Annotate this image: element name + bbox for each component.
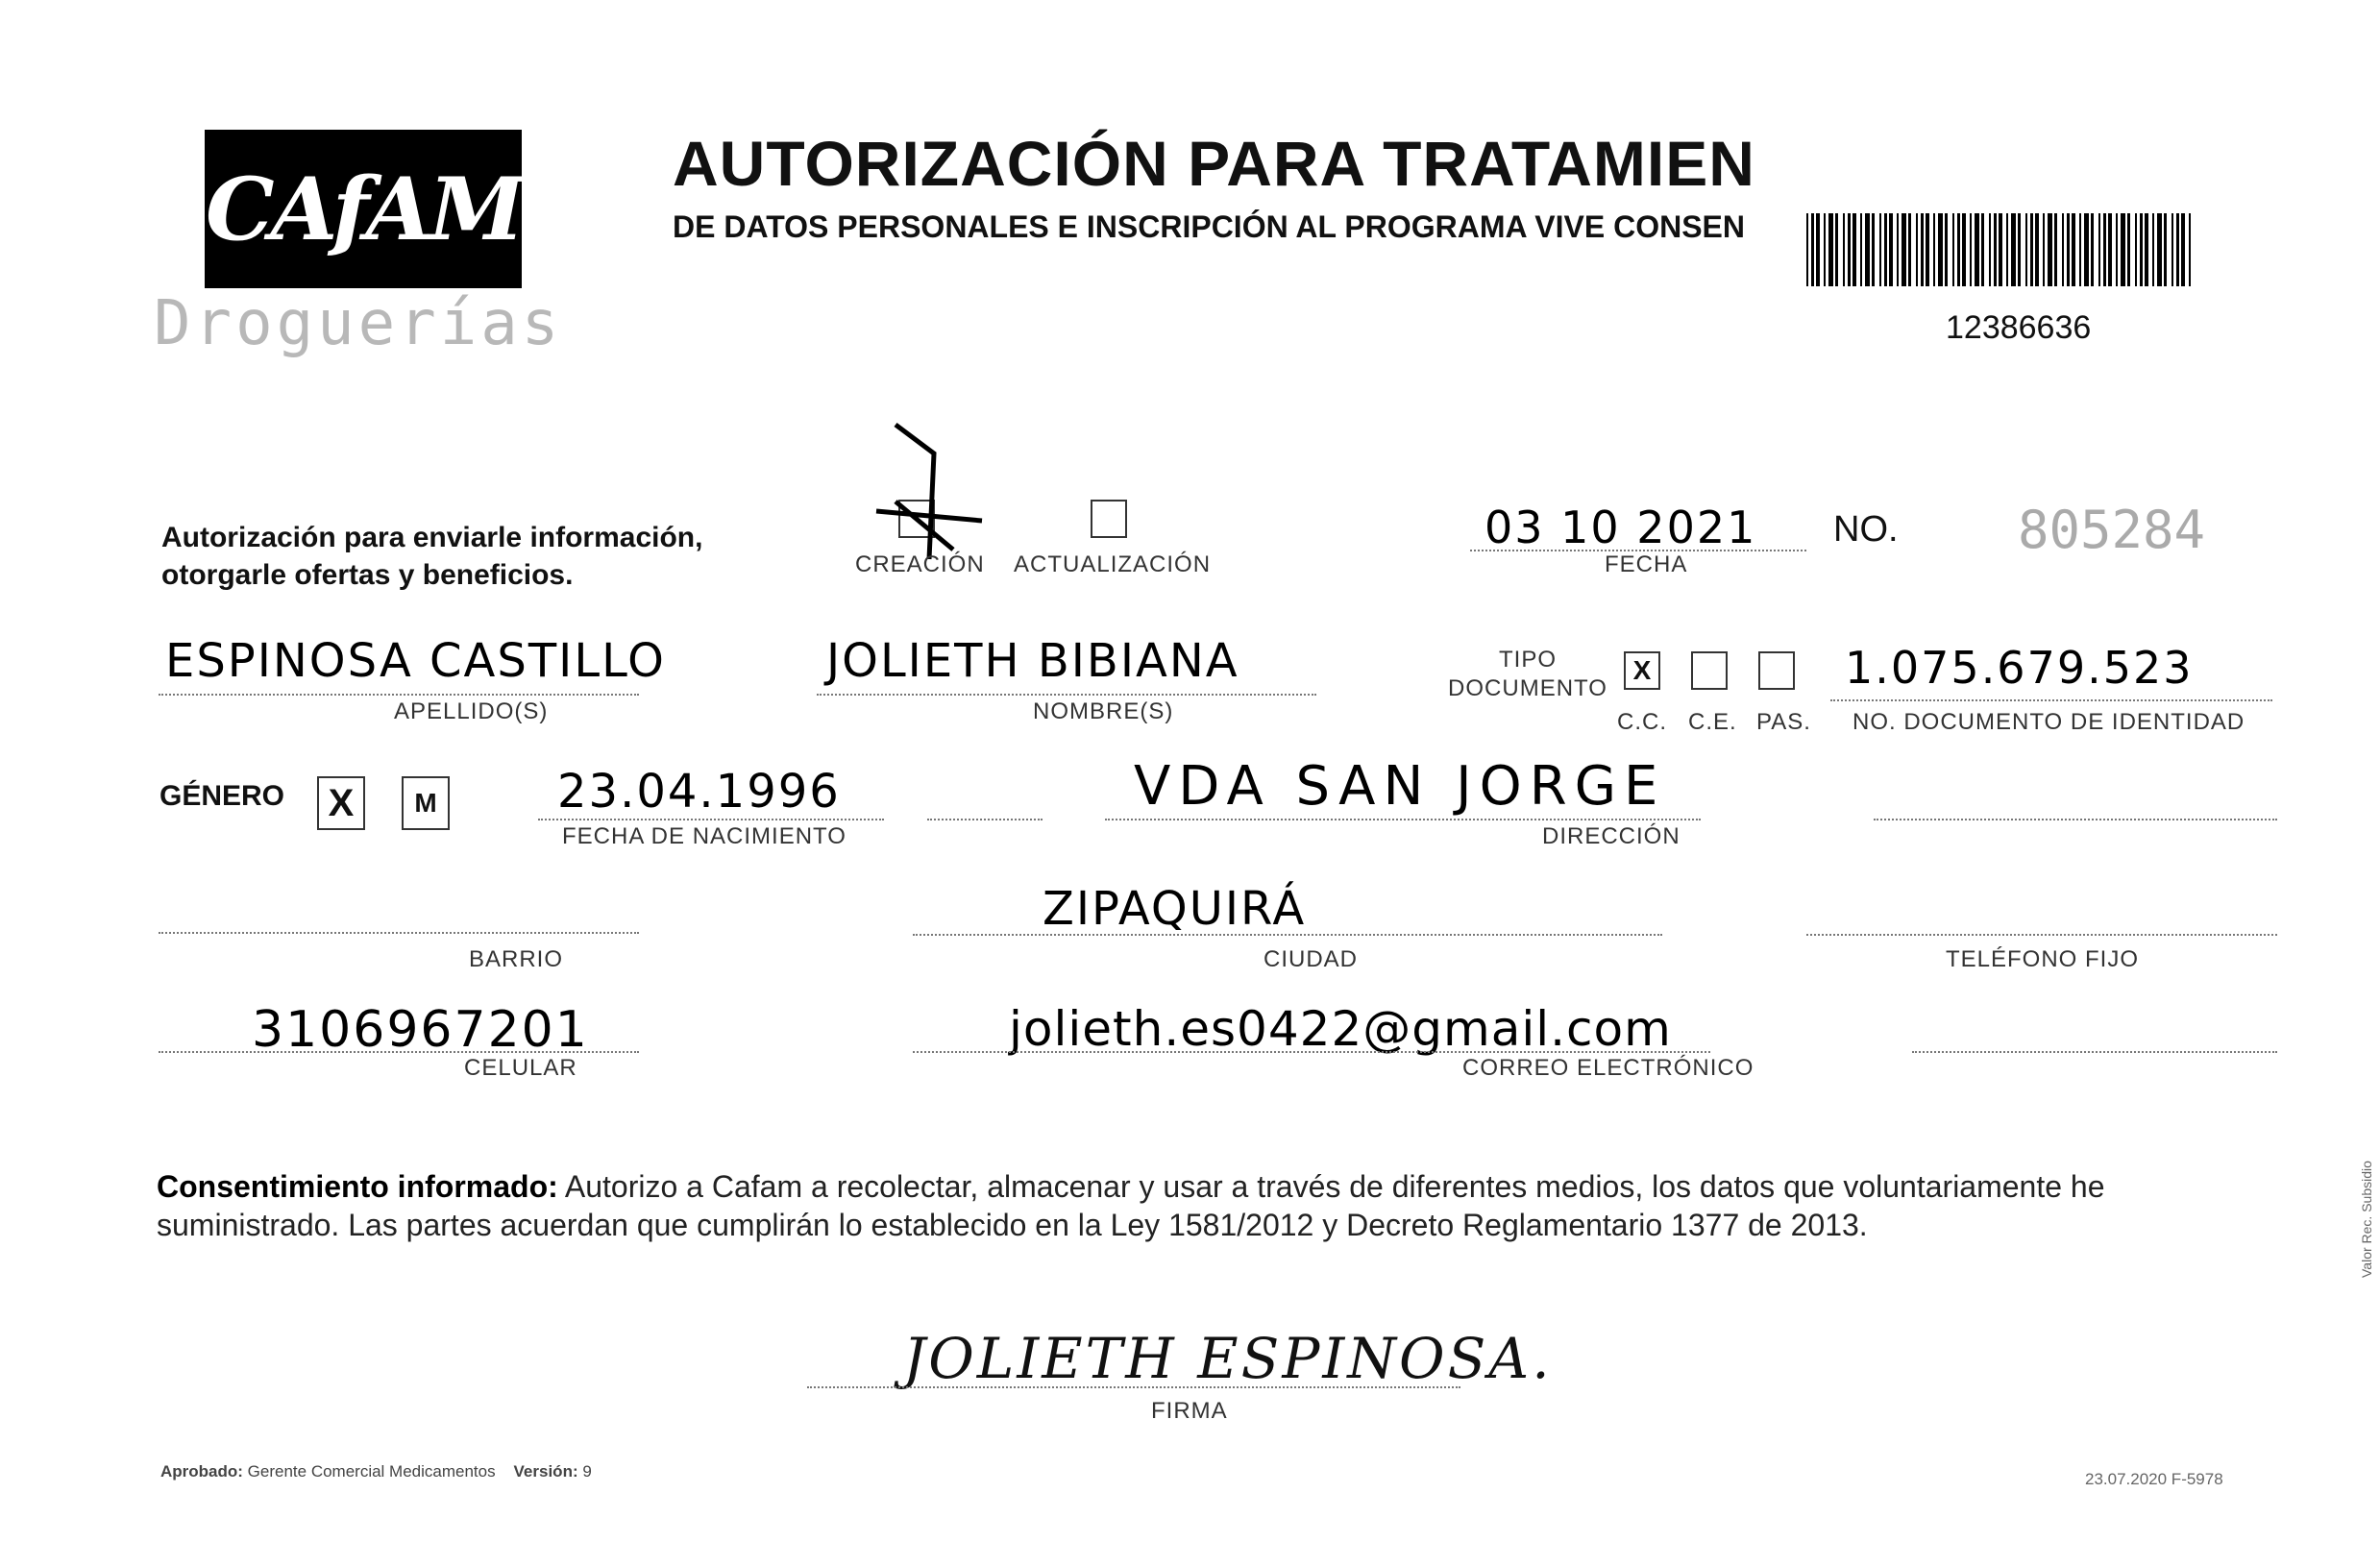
apellidos-value[interactable]: ESPINOSA CASTILLO: [165, 634, 666, 688]
creacion-checkbox[interactable]: [898, 500, 935, 538]
barcode-bar: [2030, 213, 2033, 286]
logo-text: CAfAM: [205, 158, 522, 260]
tipo-cc-mark: X: [1632, 655, 1652, 685]
ciudad-value[interactable]: ZIPAQUIRÁ: [1043, 882, 1307, 936]
footer-code: 23.07.2020 F-5978: [2085, 1470, 2223, 1488]
ciudad-label: CIUDAD: [1264, 946, 1359, 972]
tipo-pas-label: PAS.: [1756, 709, 1811, 735]
fecha-nacimiento-label: FECHA DE NACIMIENTO: [562, 823, 846, 849]
barcode-bar: [2084, 213, 2089, 286]
barcode-bar: [1843, 213, 1845, 286]
actualizacion-checkbox[interactable]: [1091, 500, 1127, 538]
genero-f-checkbox[interactable]: [317, 776, 365, 830]
barcode-bar: [1999, 213, 2002, 286]
version-label: Versión:: [513, 1462, 578, 1481]
barcode-bar: [1848, 213, 1851, 286]
documento-label: NO. DOCUMENTO DE IDENTIDAD: [1852, 709, 2245, 735]
barcode-bar: [2072, 213, 2075, 286]
genero-label: GÉNERO: [159, 780, 285, 812]
telefono-fijo-label: TELÉFONO FIJO: [1946, 946, 2140, 972]
barcode-bar: [2121, 213, 2125, 286]
barcode-bar: [1865, 213, 1870, 286]
barcode-bar: [1933, 213, 1935, 286]
barcode-bar: [2043, 213, 2045, 286]
barcode-bar: [2062, 213, 2064, 286]
barcode-bar: [2035, 213, 2039, 286]
direccion-value[interactable]: VDA SAN JORGE: [1134, 755, 1666, 818]
barcode-bar: [1884, 213, 1887, 286]
barcode-bar: [1957, 213, 1960, 286]
aprobado-value: Gerente Comercial Medicamentos: [247, 1462, 496, 1481]
nombres-label: NOMBRE(S): [1033, 698, 1174, 724]
barcode-bar: [2135, 213, 2137, 286]
barcode-bar: [1860, 213, 1862, 286]
barcode-bar: [2189, 213, 2191, 286]
barcode-bar: [1921, 213, 1924, 286]
barcode-bar: [1835, 213, 1838, 286]
creacion-check-mark: [857, 415, 992, 559]
celular-label: CELULAR: [464, 1055, 577, 1081]
brand-subtitle: Droguerías: [154, 288, 563, 359]
barcode-bar: [1938, 213, 1943, 286]
tipo-ce-label: C.E.: [1688, 709, 1737, 735]
barcode-bar: [1872, 213, 1875, 286]
form-subtitle: DE DATOS PERSONALES E INSCRIPCIÓN AL PROGRAMA VIVE CONSEN: [673, 209, 1745, 244]
genero-m-label: M: [414, 788, 437, 818]
cafam-logo: [205, 130, 522, 288]
creacion-label: CREACIÓN: [855, 551, 985, 577]
barcode-bar: [2140, 213, 2143, 286]
barcode-bar: [1816, 213, 1820, 286]
firma-signature: JOLIETH ESPINOSA.: [903, 1326, 1553, 1391]
barrio-label: BARRIO: [469, 946, 564, 972]
barcode-bar: [1811, 213, 1814, 286]
tipo-ce-checkbox[interactable]: [1691, 651, 1728, 690]
celular-value[interactable]: 3106967201: [252, 1001, 589, 1059]
barcode-bar: [1945, 213, 1948, 286]
tipo-documento-label: TIPO DOCUMENTO: [1448, 647, 1607, 701]
barcode-bar: [1902, 213, 1906, 286]
barcode-bar: [2054, 213, 2057, 286]
numero-label: NO.: [1833, 509, 1899, 550]
barcode-bar: [2079, 213, 2081, 286]
actualizacion-label: ACTUALIZACIÓN: [1014, 551, 1212, 577]
genero-m-checkbox[interactable]: [402, 776, 450, 830]
barcode-bar: [1897, 213, 1899, 286]
consent-paragraph: [157, 1167, 2261, 1244]
barcode-bar: [1824, 213, 1826, 286]
barcode-bar: [1879, 213, 1881, 286]
side-vertical-text: Valor Rec. Subsidio: [2359, 1161, 2374, 1278]
direccion-label: DIRECCIÓN: [1542, 823, 1681, 849]
barcode-bar: [2091, 213, 2094, 286]
barcode-bar: [2048, 213, 2052, 286]
barcode-bar: [2181, 213, 2185, 286]
barcode-bar: [2006, 213, 2008, 286]
barcode-bar: [2098, 213, 2100, 286]
barcode-bar: [1828, 213, 1833, 286]
barcode-bar: [1994, 213, 1997, 286]
barcode-bar: [1852, 213, 1856, 286]
barcode-bar: [1806, 213, 1808, 286]
barcode-bar: [1970, 213, 1972, 286]
barcode-bar: [2011, 213, 2016, 286]
barcode-bar: [1926, 213, 1929, 286]
intro-text: Autorización para enviarle información, otorgarle ofertas y beneficios.: [161, 522, 703, 591]
barcode-bar: [2152, 213, 2154, 286]
fecha-nacimiento-value[interactable]: 23.04.1996: [557, 765, 841, 819]
genero-f-mark: X: [328, 781, 355, 824]
documento-value[interactable]: 1.075.679.523: [1845, 642, 2194, 694]
apellidos-label: APELLIDO(S): [394, 698, 549, 724]
barcode-bar: [1908, 213, 1911, 286]
nombres-value[interactable]: JOLIETH BIBIANA: [826, 634, 1239, 688]
form-title: AUTORIZACIÓN PARA TRATAMIEN: [673, 128, 1755, 199]
barcode-bar: [2108, 213, 2112, 286]
barcode-bar: [1981, 213, 1984, 286]
tipo-cc-label: C.C.: [1617, 709, 1667, 735]
fecha-value[interactable]: 03 10 2021: [1484, 502, 1757, 553]
barcode-bar: [1916, 213, 1918, 286]
firma-label: FIRMA: [1151, 1398, 1228, 1424]
barcode-bar: [1989, 213, 1991, 286]
correo-value[interactable]: jolieth.es0422@gmail.com: [1009, 1001, 1672, 1057]
tipo-pas-checkbox[interactable]: [1758, 651, 1795, 690]
aprobado-label: Aprobado:: [160, 1462, 243, 1481]
barcode-bar: [2103, 213, 2106, 286]
barcode-bar: [2164, 213, 2167, 286]
numero-value: 805284: [2018, 500, 2206, 560]
correo-label: CORREO ELECTRÓNICO: [1462, 1055, 1754, 1081]
barcode-bar: [1962, 213, 1966, 286]
barcode-bar: [2067, 213, 2070, 286]
barcode-bar: [1952, 213, 1954, 286]
tipo-cc-checkbox[interactable]: [1624, 651, 1660, 690]
barcode-bar: [1975, 213, 1979, 286]
version-value: 9: [582, 1462, 592, 1481]
barcode-bar: [2025, 213, 2027, 286]
barcode-bar: [2145, 213, 2148, 286]
barcode-bar: [1889, 213, 1893, 286]
barcode-number: 12386636: [1946, 309, 2092, 346]
fecha-label: FECHA: [1605, 551, 1688, 577]
footer-approval: [160, 1462, 592, 1481]
barcode-bar: [2157, 213, 2162, 286]
barcode-image: [1806, 213, 2191, 286]
barcode-bar: [2018, 213, 2021, 286]
barcode-bar: [2116, 213, 2118, 286]
barcode-bar: [2171, 213, 2173, 286]
consent-text: Autorizo a Cafam a recolectar, almacenar y usar a través de diferentes medios, los datos que voluntariamente he suministrado. Las partes acuerdan que cumplirán lo establecido en la Ley 1581/2012 y Decreto Reglamentario 1377 de 2013.: [157, 1169, 2105, 1242]
consent-heading: Consentimiento informado:: [157, 1169, 558, 1204]
barcode-bar: [2127, 213, 2130, 286]
barcode-bar: [2176, 213, 2179, 286]
